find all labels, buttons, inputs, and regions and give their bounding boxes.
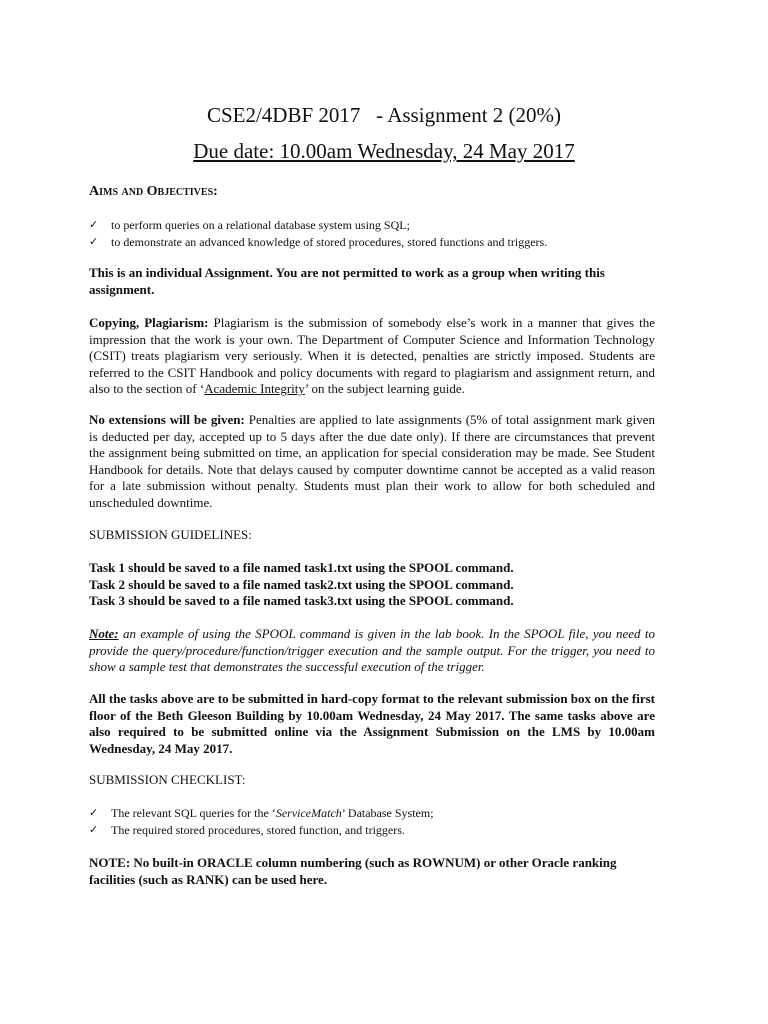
checklist-text: The required stored procedures, stored function, and triggers. xyxy=(111,822,405,837)
checklist-list xyxy=(89,805,655,838)
list-item xyxy=(89,822,655,839)
spool-note xyxy=(89,626,655,676)
guidelines-heading xyxy=(89,527,655,544)
checkmark-icon: ✓ xyxy=(89,806,99,819)
guidelines-heading-text: SUBMISSION GUIDELINES: xyxy=(89,527,252,542)
list-item xyxy=(89,577,655,594)
individual-note-text: This is an individual Assignment. You are not permitted to work as a group when writing this assignment. xyxy=(89,265,605,297)
checklist-text: The relevant SQL queries for the ‘ xyxy=(111,806,276,820)
extensions-text: Penalties are applied to late assignments (5% of total assignment mark given is deducted per day, accepted up to 5 days after the due date only). If there are circumstances that prevent the assignment being submitted on time, an application for special consideration may be made. See Student Handbook for details. Note that delays caused by computer downtime cannot be accepted as a valid reason for a late submission without penalty. Students must plan their work to allow for both scheduled and unscheduled downtime. xyxy=(89,412,655,510)
hardcopy-text: All the tasks above are to be submitted in hard-copy format to the relevant submission box on the first floor of the Beth Gleeson Building by 10.00am Wednesday, 24 May 2017. The same tasks above are also required to be submitted online via the Assignment Submission on the LMS by 10.00am Wednesday, 24 May 2017. xyxy=(89,691,655,756)
page-title: CSE2/4DBF 2017 - Assignment 2 (20%) xyxy=(206,103,562,127)
list-item xyxy=(89,805,655,822)
checklist-heading xyxy=(89,772,655,789)
plagiarism-paragraph xyxy=(89,315,655,398)
task-text: Task 2 should be saved to a file named task2.txt using the SPOOL command. xyxy=(89,576,514,592)
note-text: an example of using the SPOOL command is given in the lab book. In the SPOOL file, you need to provide the query/procedure/function/trigger execution and the sample output. For the trigger, you need to show a sample test that demonstrates the successful execution of the trigger. xyxy=(89,626,655,674)
note-label: Note: xyxy=(89,626,119,641)
due-date: Due date: 10.00am Wednesday, 24 May 2017 xyxy=(193,139,575,163)
aims-heading-text: Aims and Objectives: xyxy=(89,184,218,199)
plagiarism-text-end: ’ on the subject learning guide. xyxy=(304,381,465,396)
final-note-text: NOTE: No built-in ORACLE column numbering (such as ROWNUM) or other Oracle ranking facilities (such as RANK) can be used here. xyxy=(89,855,617,887)
extensions-lead: No extensions will be given: xyxy=(89,412,245,427)
list-item xyxy=(89,593,655,610)
aim-text: to perform queries on a relational database system using SQL; xyxy=(111,218,410,232)
servicematch-text: ServiceMatch xyxy=(275,806,342,820)
checklist-text-end: ’ Database System; xyxy=(341,806,434,820)
final-note xyxy=(89,855,655,888)
list-item xyxy=(89,217,655,234)
individual-note xyxy=(89,265,655,298)
aims-list xyxy=(89,217,655,250)
aims-heading xyxy=(89,183,655,201)
checkmark-icon: ✓ xyxy=(89,218,99,231)
task-text: Task 1 should be saved to a file named task1.txt using the SPOOL command. xyxy=(89,560,514,575)
extensions-paragraph xyxy=(89,412,655,511)
aim-text: to demonstrate an advanced knowledge of stored procedures, stored functions and triggers. xyxy=(111,234,548,249)
checkmark-icon: ✓ xyxy=(89,234,99,248)
list-item xyxy=(89,234,655,251)
plagiarism-text: Plagiarism is the submission of somebody else’s work in a manner that gives the impression that the work is your own. The Department of Computer Science and Information Technology (CSIT) treats plagiarism very seriously. When it is detected, penalties are strictly imposed. Students are referred to the CSIT Handbook and policy documents with regard to plagiarism and assignment return, and also to the section of ‘ xyxy=(89,315,655,396)
academic-integrity-link[interactable]: Academic Integrity xyxy=(204,381,305,396)
checklist-heading-text: SUBMISSION CHECKLIST: xyxy=(89,772,246,787)
plagiarism-lead: Copying, Plagiarism: xyxy=(89,315,209,330)
task-list xyxy=(89,560,655,610)
hardcopy-paragraph xyxy=(89,691,655,757)
list-item xyxy=(89,560,655,577)
checkmark-icon: ✓ xyxy=(89,822,99,836)
task-text: Task 3 should be saved to a file named task3.txt using the SPOOL command. xyxy=(89,593,514,608)
